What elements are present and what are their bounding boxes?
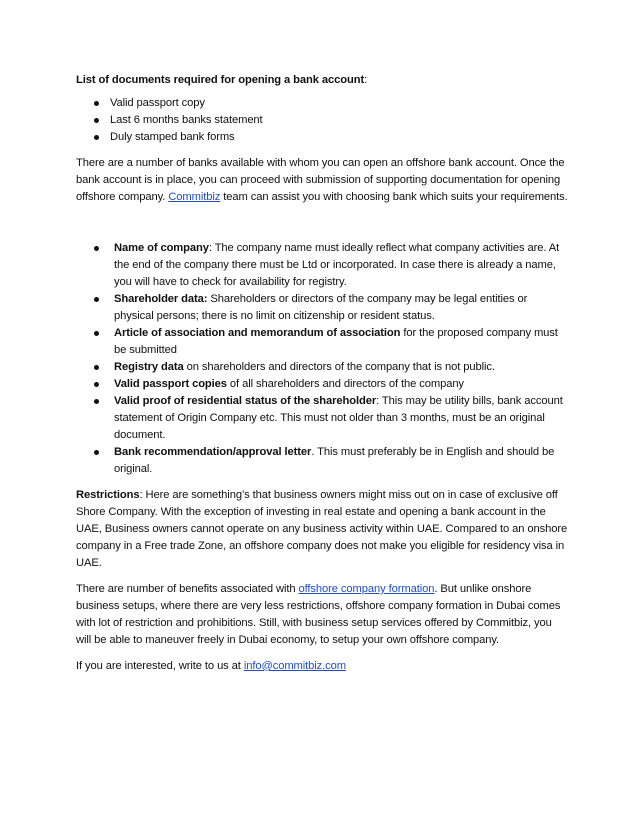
benefits-text-after: . But unlike onshore business setups, where there are very less restrictions, offshore company formation in Dubai comes with lot of restriction and prohibitions. Still, with business setup services offered by Commitbiz, you will be able to maneuver freely in Dubai economy, to setup your own offshore company.	[76, 583, 561, 646]
requirement-label: Valid proof of residential status of the shareholder	[114, 395, 377, 407]
docs-list-item-text: Duly stamped bank forms	[110, 131, 235, 143]
requirement-label: Name of company	[114, 242, 209, 254]
bullet-icon	[94, 135, 99, 140]
restrictions-text: : Here are something’s that business owners might miss out on in case of exclusive off Shore Company. With the exception of investing in real estate and opening a bank account in the UAE, Business owners cannot operate on any business activity within UAE. Compared to an onshore company in a Free trade Zone, an offshore company does not make you eligible for residency visa in UAE.	[76, 489, 568, 569]
bullet-icon	[94, 365, 99, 370]
bullet-icon	[94, 331, 99, 336]
benefits-text-before: There are number of benefits associated with	[76, 583, 299, 595]
document-body	[76, 72, 568, 684]
bullet-icon	[94, 297, 99, 302]
requirements-list	[76, 240, 568, 478]
contact-paragraph	[76, 658, 568, 675]
requirement-text: on shareholders and directors of the company that is not public.	[183, 361, 495, 373]
banks-text-after: team can assist you with choosing bank which suits your requirements.	[220, 191, 568, 203]
requirement-item	[76, 240, 568, 291]
requirement-item	[76, 376, 568, 393]
requirement-label: Article of association and memorandum of association	[114, 327, 401, 339]
restrictions-paragraph	[76, 487, 568, 572]
requirement-item	[76, 393, 568, 444]
bullet-icon	[94, 118, 99, 123]
banks-paragraph	[76, 155, 568, 206]
docs-list-item	[76, 129, 568, 146]
requirement-label: Shareholder data:	[114, 293, 208, 305]
bullet-icon	[94, 101, 99, 106]
requirement-item	[76, 359, 568, 376]
bullet-icon	[94, 450, 99, 455]
requirement-text: Shareholders or directors of the company may be legal entities or physical persons; there is no limit on citizenship or resident status.	[114, 293, 528, 322]
requirement-item	[76, 444, 568, 478]
requirement-label: Registry data	[114, 361, 184, 373]
offshore-formation-link[interactable]: offshore company formation	[298, 583, 435, 595]
docs-list-item-text: Last 6 months banks statement	[110, 114, 263, 126]
docs-heading-colon: :	[364, 74, 368, 86]
requirement-text: of all shareholders and directors of the company	[226, 378, 464, 390]
docs-heading	[76, 72, 568, 89]
bullet-icon	[94, 246, 99, 251]
requirement-label: Valid passport copies	[114, 378, 227, 390]
docs-list-item-text: Valid passport copy	[110, 97, 205, 109]
restrictions-label: Restrictions	[76, 489, 140, 501]
benefits-paragraph	[76, 581, 568, 649]
docs-heading-title: List of documents required for opening a bank account	[76, 74, 365, 86]
requirement-text: : This may be utility bills, bank account statement of Origin Company etc. This must not older than 3 months, must be an original document.	[114, 395, 563, 441]
bullet-icon	[94, 382, 99, 387]
requirement-label: Bank recommendation/approval letter	[114, 446, 312, 458]
requirement-item	[76, 325, 568, 359]
requirement-text: . This must preferably be in English and should be original.	[114, 446, 555, 475]
requirement-item	[76, 291, 568, 325]
docs-list-item	[76, 112, 568, 129]
docs-list-item	[76, 95, 568, 112]
contact-text: If you are interested, write to us at	[76, 660, 244, 672]
requirement-text: : The company name must ideally reflect what company activities are. At the end of the company there must be Ltd or incorporated. In case there is already a name, you will have to check for availability for registry.	[114, 242, 560, 288]
email-link[interactable]: info@commitbiz.com	[243, 660, 347, 672]
docs-list	[76, 95, 568, 146]
commitbiz-link[interactable]: Commitbiz	[168, 191, 221, 203]
banks-text-before: There are a number of banks available with whom you can open an offshore bank account. Once the bank account is in place, you can proceed with submission of supporting documentation for opening offshore company.	[76, 157, 565, 203]
spacer	[76, 215, 568, 240]
requirement-text: for the proposed company must be submitted	[114, 327, 558, 356]
bullet-icon	[94, 399, 99, 404]
